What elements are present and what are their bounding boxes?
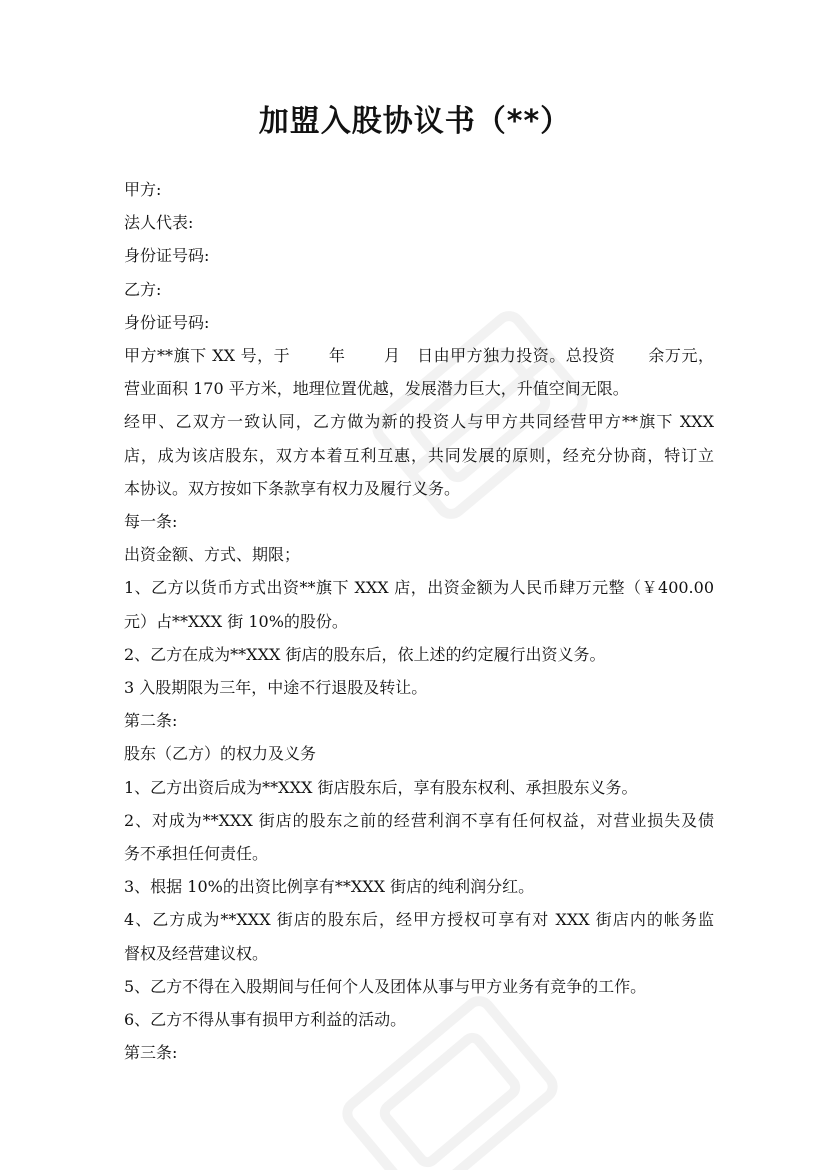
clause-item: 3、根据 10%的出资比例享有**XXX 街店的纯利润分红。	[124, 877, 535, 897]
clause-item: 6、乙方不得从事有损甲方利益的活动。	[124, 1010, 407, 1030]
paragraph-line: 甲方**旗下 XX 号，于 年 月 日由甲方独力投资。总投资 余万元，	[124, 346, 714, 366]
section-subheading: 股东（乙方）的权力及义务	[124, 744, 317, 764]
section-heading: 第二条:	[124, 711, 178, 731]
paragraph-line: 营业面积 170 平方米，地理位置优越，发展潜力巨大，升值空间无限。	[124, 379, 629, 399]
clause-item: 务不承担任何责任。	[124, 844, 269, 864]
legal-representative-label: 法人代表:	[124, 213, 194, 233]
clause-item: 1、乙方以货币方式出资**旗下 XXX 店，出资金额为人民币肆万元整（￥400.00	[124, 578, 714, 598]
party-b-label: 乙方:	[124, 279, 162, 299]
clause-item: 2、乙方在成为**XXX 街店的股东后，依上述的约定履行出资义务。	[124, 644, 606, 664]
id-number-label: 身份证号码:	[124, 312, 210, 332]
id-number-label: 身份证号码:	[124, 246, 210, 266]
clause-item: 1、乙方出资后成为**XXX 街店股东后，享有股东权利、承担股东义务。	[124, 777, 638, 797]
section-subheading: 出资金额、方式、期限；	[124, 545, 301, 565]
section-heading: 第三条:	[124, 1043, 178, 1063]
document-title: 加盟入股协议书（**）	[258, 104, 572, 139]
document-body	[124, 173, 714, 1069]
paragraph-line: 店，成为该店股东，双方本着互利互惠，共同发展的原则，经充分协商，特订立	[124, 445, 714, 465]
clause-item: 2、对成为**XXX 街店的股东之前的经营利润不享有任何权益，对营业损失及债	[124, 810, 714, 830]
paragraph-line: 经甲、乙双方一致认同，乙方做为新的投资人与甲方共同经营甲方**旗下 XXX	[124, 412, 714, 432]
clause-item: 元）占**XXX 街 10%的股份。	[124, 611, 348, 631]
clause-item: 4、乙方成为**XXX 街店的股东后，经甲方授权可享有对 XXX 街店内的帐务监	[124, 910, 714, 930]
clause-item: 5、乙方不得在入股期间与任何个人及团体从事与甲方业务有竞争的工作。	[124, 976, 647, 996]
clause-item: 3 入股期限为三年，中途不行退股及转让。	[124, 678, 428, 698]
clause-item: 督权及经营建议权。	[124, 943, 269, 963]
party-a-label: 甲方:	[124, 180, 162, 199]
paragraph-line: 本协议。双方按如下条款享有权力及履行义务。	[124, 478, 461, 498]
section-heading: 每一条:	[124, 512, 178, 532]
